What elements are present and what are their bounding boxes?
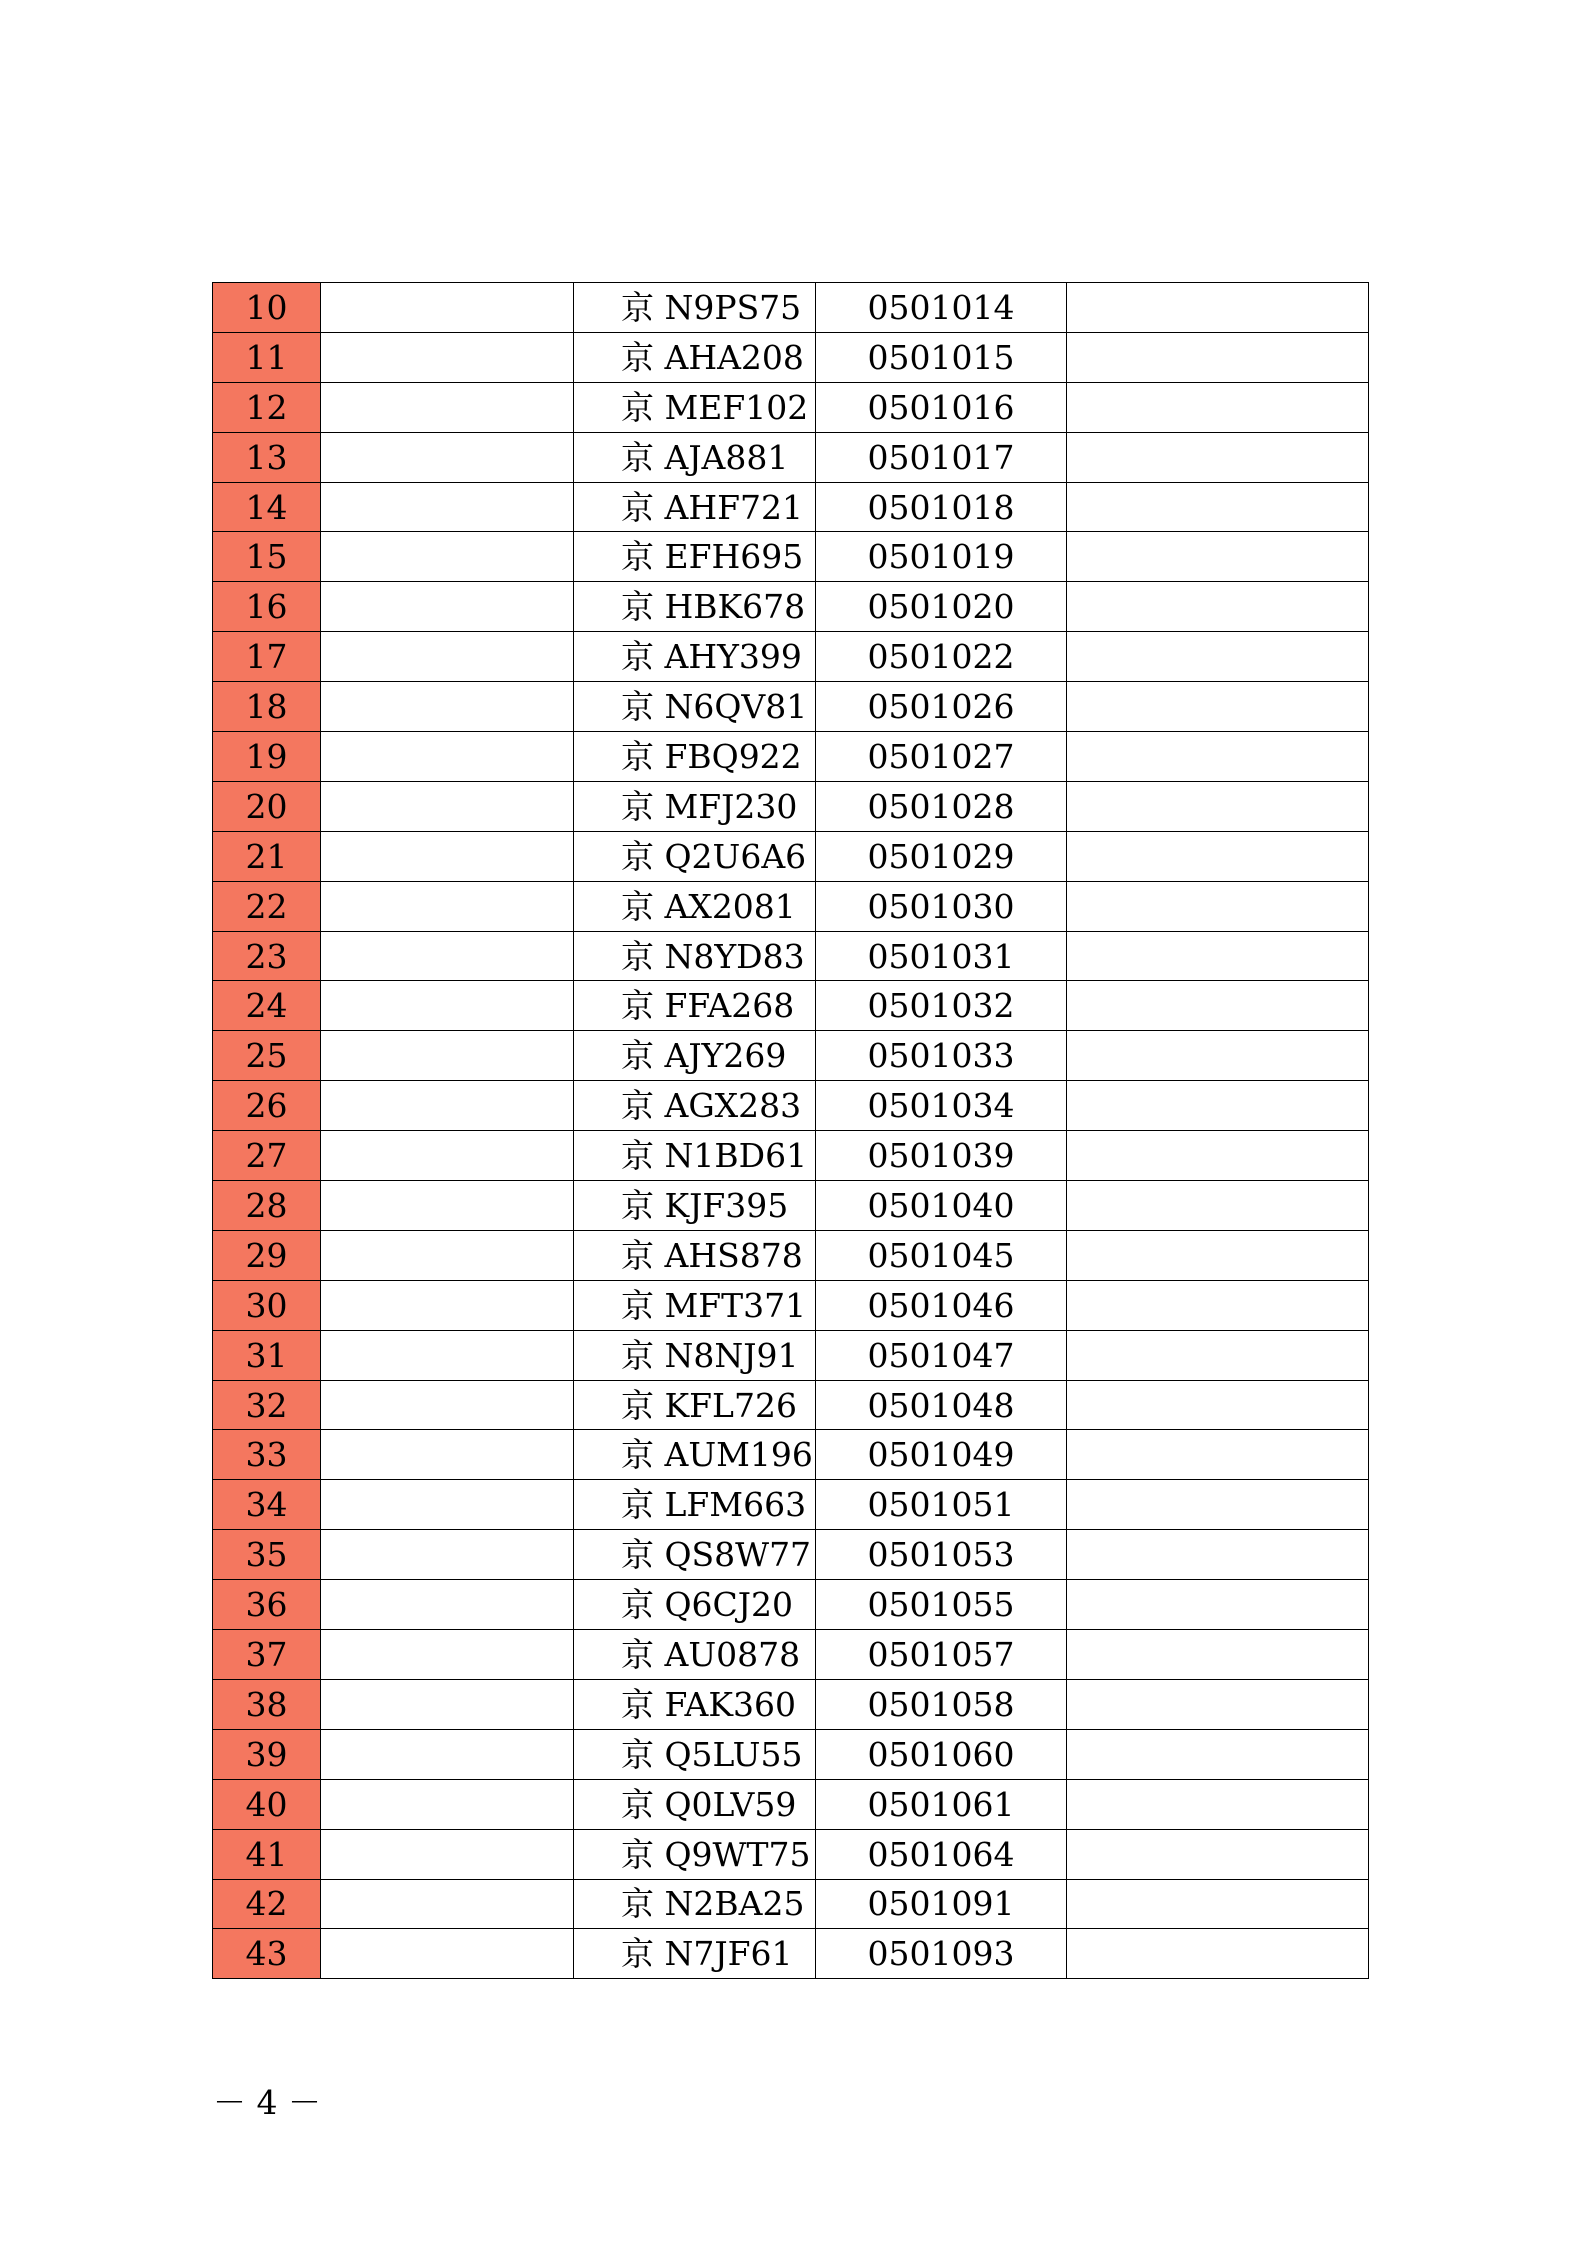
- blank-cell: [321, 482, 574, 532]
- row-index-cell: 24: [213, 981, 321, 1031]
- plate-number-cell: 京 AJY269: [574, 1031, 816, 1081]
- plate-number-cell: 京 KFL726: [574, 1380, 816, 1430]
- blank-cell: [321, 432, 574, 482]
- table-row: [213, 1530, 1369, 1580]
- row-index-cell: 20: [213, 781, 321, 831]
- blank-cell: [321, 1480, 574, 1530]
- table-row: [213, 1580, 1369, 1630]
- blank-cell: [1067, 1230, 1369, 1280]
- blank-cell: [1067, 1380, 1369, 1430]
- row-index-cell: 43: [213, 1929, 321, 1979]
- blank-cell: [321, 1031, 574, 1081]
- plate-number-cell: 京 AU0878: [574, 1630, 816, 1680]
- table-row: [213, 582, 1369, 632]
- blank-cell: [321, 1580, 574, 1630]
- plate-number-cell: 京 FAK360: [574, 1679, 816, 1729]
- row-index-cell: 17: [213, 632, 321, 682]
- blank-cell: [321, 931, 574, 981]
- table-row: [213, 732, 1369, 782]
- table-row: [213, 432, 1369, 482]
- blank-cell: [1067, 682, 1369, 732]
- blank-cell: [1067, 532, 1369, 582]
- code-cell: 0501026: [816, 682, 1067, 732]
- blank-cell: [321, 682, 574, 732]
- blank-cell: [1067, 732, 1369, 782]
- blank-cell: [321, 632, 574, 682]
- row-index-cell: 35: [213, 1530, 321, 1580]
- blank-cell: [321, 1630, 574, 1680]
- plate-number-cell: 京 QS8W77: [574, 1530, 816, 1580]
- plate-number-cell: 京 N2BA25: [574, 1879, 816, 1929]
- blank-cell: [1067, 1929, 1369, 1979]
- plate-number-cell: 京 Q2U6A6: [574, 831, 816, 881]
- row-index-cell: 28: [213, 1181, 321, 1231]
- plate-number-cell: 京 Q0LV59: [574, 1779, 816, 1829]
- row-index-cell: 14: [213, 482, 321, 532]
- row-index-cell: 18: [213, 682, 321, 732]
- code-cell: 0501051: [816, 1480, 1067, 1530]
- blank-cell: [321, 1131, 574, 1181]
- table-row: [213, 1031, 1369, 1081]
- code-cell: 0501032: [816, 981, 1067, 1031]
- table-row: [213, 1829, 1369, 1879]
- blank-cell: [1067, 332, 1369, 382]
- table-row: [213, 1230, 1369, 1280]
- table-row: [213, 382, 1369, 432]
- blank-cell: [1067, 981, 1369, 1031]
- blank-cell: [321, 1679, 574, 1729]
- row-index-cell: 42: [213, 1879, 321, 1929]
- row-index-cell: 29: [213, 1230, 321, 1280]
- row-index-cell: 30: [213, 1280, 321, 1330]
- blank-cell: [1067, 1430, 1369, 1480]
- blank-cell: [1067, 382, 1369, 432]
- code-cell: 0501022: [816, 632, 1067, 682]
- plate-number-cell: 京 MFT371: [574, 1280, 816, 1330]
- row-index-cell: 15: [213, 532, 321, 582]
- row-index-cell: 37: [213, 1630, 321, 1680]
- blank-cell: [321, 881, 574, 931]
- blank-cell: [1067, 1580, 1369, 1630]
- blank-cell: [321, 582, 574, 632]
- row-index-cell: 10: [213, 283, 321, 333]
- code-cell: 0501061: [816, 1779, 1067, 1829]
- table-row: [213, 931, 1369, 981]
- code-cell: 0501028: [816, 781, 1067, 831]
- row-index-cell: 26: [213, 1081, 321, 1131]
- plate-number-cell: 京 Q6CJ20: [574, 1580, 816, 1630]
- plate-number-cell: 京 EFH695: [574, 532, 816, 582]
- plate-number-cell: 京 AGX283: [574, 1081, 816, 1131]
- table-row: [213, 632, 1369, 682]
- plate-number-cell: 京 FBQ922: [574, 732, 816, 782]
- table-row: [213, 1380, 1369, 1430]
- plate-number-cell: 京 AHF721: [574, 482, 816, 532]
- row-index-cell: 23: [213, 931, 321, 981]
- code-cell: 0501053: [816, 1530, 1067, 1580]
- blank-cell: [1067, 632, 1369, 682]
- blank-cell: [1067, 432, 1369, 482]
- blank-cell: [321, 1181, 574, 1231]
- row-index-cell: 40: [213, 1779, 321, 1829]
- blank-cell: [1067, 1729, 1369, 1779]
- table-row: [213, 1679, 1369, 1729]
- table-row: [213, 881, 1369, 931]
- code-cell: 0501034: [816, 1081, 1067, 1131]
- table-row: [213, 1131, 1369, 1181]
- row-index-cell: 34: [213, 1480, 321, 1530]
- blank-cell: [1067, 1031, 1369, 1081]
- blank-cell: [1067, 582, 1369, 632]
- blank-cell: [1067, 1181, 1369, 1231]
- blank-cell: [321, 1330, 574, 1380]
- code-cell: 0501060: [816, 1729, 1067, 1779]
- row-index-cell: 39: [213, 1729, 321, 1779]
- code-cell: 0501014: [816, 283, 1067, 333]
- blank-cell: [1067, 781, 1369, 831]
- table-row: [213, 1630, 1369, 1680]
- blank-cell: [321, 332, 574, 382]
- code-cell: 0501020: [816, 582, 1067, 632]
- row-index-cell: 13: [213, 432, 321, 482]
- table-row: [213, 1330, 1369, 1380]
- code-cell: 0501039: [816, 1131, 1067, 1181]
- vehicle-table: [212, 282, 1369, 1979]
- plate-number-cell: 京 AHY399: [574, 632, 816, 682]
- table-row: [213, 781, 1369, 831]
- blank-cell: [321, 1280, 574, 1330]
- code-cell: 0501058: [816, 1679, 1067, 1729]
- code-cell: 0501017: [816, 432, 1067, 482]
- plate-number-cell: 京 N8NJ91: [574, 1330, 816, 1380]
- row-index-cell: 27: [213, 1131, 321, 1181]
- code-cell: 0501047: [816, 1330, 1067, 1380]
- page-number: － 4 －: [213, 2083, 321, 2122]
- plate-number-cell: 京 AJA881: [574, 432, 816, 482]
- blank-cell: [321, 781, 574, 831]
- blank-cell: [321, 1380, 574, 1430]
- code-cell: 0501031: [816, 931, 1067, 981]
- table-row: [213, 1879, 1369, 1929]
- blank-cell: [1067, 1829, 1369, 1879]
- code-cell: 0501033: [816, 1031, 1067, 1081]
- row-index-cell: 32: [213, 1380, 321, 1430]
- table-row: [213, 332, 1369, 382]
- row-index-cell: 36: [213, 1580, 321, 1630]
- blank-cell: [321, 382, 574, 432]
- plate-number-cell: 京 AX2081: [574, 881, 816, 931]
- blank-cell: [321, 1779, 574, 1829]
- plate-number-cell: 京 AUM196: [574, 1430, 816, 1480]
- table-row: [213, 1729, 1369, 1779]
- code-cell: 0501016: [816, 382, 1067, 432]
- table-row: [213, 482, 1369, 532]
- blank-cell: [1067, 831, 1369, 881]
- row-index-cell: 33: [213, 1430, 321, 1480]
- plate-number-cell: 京 FFA268: [574, 981, 816, 1031]
- plate-number-cell: 京 Q5LU55: [574, 1729, 816, 1779]
- blank-cell: [321, 1929, 574, 1979]
- blank-cell: [321, 1081, 574, 1131]
- blank-cell: [321, 532, 574, 582]
- blank-cell: [321, 732, 574, 782]
- blank-cell: [1067, 1779, 1369, 1829]
- blank-cell: [321, 1530, 574, 1580]
- plate-number-cell: 京 N1BD61: [574, 1131, 816, 1181]
- code-cell: 0501093: [816, 1929, 1067, 1979]
- blank-cell: [1067, 1131, 1369, 1181]
- blank-cell: [321, 283, 574, 333]
- plate-number-cell: 京 Q9WT75: [574, 1829, 816, 1879]
- table-row: [213, 981, 1369, 1031]
- blank-cell: [1067, 283, 1369, 333]
- code-cell: 0501030: [816, 881, 1067, 931]
- plate-number-cell: 京 AHS878: [574, 1230, 816, 1280]
- row-index-cell: 12: [213, 382, 321, 432]
- plate-number-cell: 京 N8YD83: [574, 931, 816, 981]
- table-row: [213, 1929, 1369, 1979]
- row-index-cell: 38: [213, 1679, 321, 1729]
- code-cell: 0501045: [816, 1230, 1067, 1280]
- blank-cell: [1067, 1330, 1369, 1380]
- blank-cell: [321, 981, 574, 1031]
- blank-cell: [1067, 1879, 1369, 1929]
- code-cell: 0501064: [816, 1829, 1067, 1879]
- plate-number-cell: 京 N6QV81: [574, 682, 816, 732]
- row-index-cell: 11: [213, 332, 321, 382]
- plate-number-cell: 京 HBK678: [574, 582, 816, 632]
- table-row: [213, 1081, 1369, 1131]
- row-index-cell: 41: [213, 1829, 321, 1879]
- code-cell: 0501029: [816, 831, 1067, 881]
- blank-cell: [321, 1829, 574, 1879]
- blank-cell: [1067, 1480, 1369, 1530]
- code-cell: 0501055: [816, 1580, 1067, 1630]
- table-row: [213, 1430, 1369, 1480]
- blank-cell: [321, 1729, 574, 1779]
- blank-cell: [1067, 931, 1369, 981]
- plate-number-cell: 京 AHA208: [574, 332, 816, 382]
- table-row: [213, 682, 1369, 732]
- blank-cell: [321, 1879, 574, 1929]
- blank-cell: [1067, 1081, 1369, 1131]
- code-cell: 0501046: [816, 1280, 1067, 1330]
- plate-number-cell: 京 LFM663: [574, 1480, 816, 1530]
- vehicle-table-body: [213, 283, 1369, 1979]
- blank-cell: [321, 1430, 574, 1480]
- blank-cell: [1067, 1630, 1369, 1680]
- plate-number-cell: 京 N9PS75: [574, 283, 816, 333]
- code-cell: 0501040: [816, 1181, 1067, 1231]
- table-row: [213, 283, 1369, 333]
- blank-cell: [1067, 1679, 1369, 1729]
- plate-number-cell: 京 N7JF61: [574, 1929, 816, 1979]
- table-row: [213, 1181, 1369, 1231]
- code-cell: 0501057: [816, 1630, 1067, 1680]
- table-row: [213, 1280, 1369, 1330]
- row-index-cell: 25: [213, 1031, 321, 1081]
- plate-number-cell: 京 MEF102: [574, 382, 816, 432]
- code-cell: 0501019: [816, 532, 1067, 582]
- code-cell: 0501049: [816, 1430, 1067, 1480]
- row-index-cell: 19: [213, 732, 321, 782]
- blank-cell: [1067, 1280, 1369, 1330]
- plate-number-cell: 京 KJF395: [574, 1181, 816, 1231]
- table-row: [213, 1779, 1369, 1829]
- row-index-cell: 22: [213, 881, 321, 931]
- row-index-cell: 21: [213, 831, 321, 881]
- blank-cell: [321, 831, 574, 881]
- table-row: [213, 1480, 1369, 1530]
- blank-cell: [1067, 482, 1369, 532]
- code-cell: 0501027: [816, 732, 1067, 782]
- code-cell: 0501018: [816, 482, 1067, 532]
- blank-cell: [1067, 881, 1369, 931]
- blank-cell: [1067, 1530, 1369, 1580]
- code-cell: 0501015: [816, 332, 1067, 382]
- plate-number-cell: 京 MFJ230: [574, 781, 816, 831]
- blank-cell: [321, 1230, 574, 1280]
- row-index-cell: 31: [213, 1330, 321, 1380]
- code-cell: 0501091: [816, 1879, 1067, 1929]
- code-cell: 0501048: [816, 1380, 1067, 1430]
- table-row: [213, 831, 1369, 881]
- row-index-cell: 16: [213, 582, 321, 632]
- table-row: [213, 532, 1369, 582]
